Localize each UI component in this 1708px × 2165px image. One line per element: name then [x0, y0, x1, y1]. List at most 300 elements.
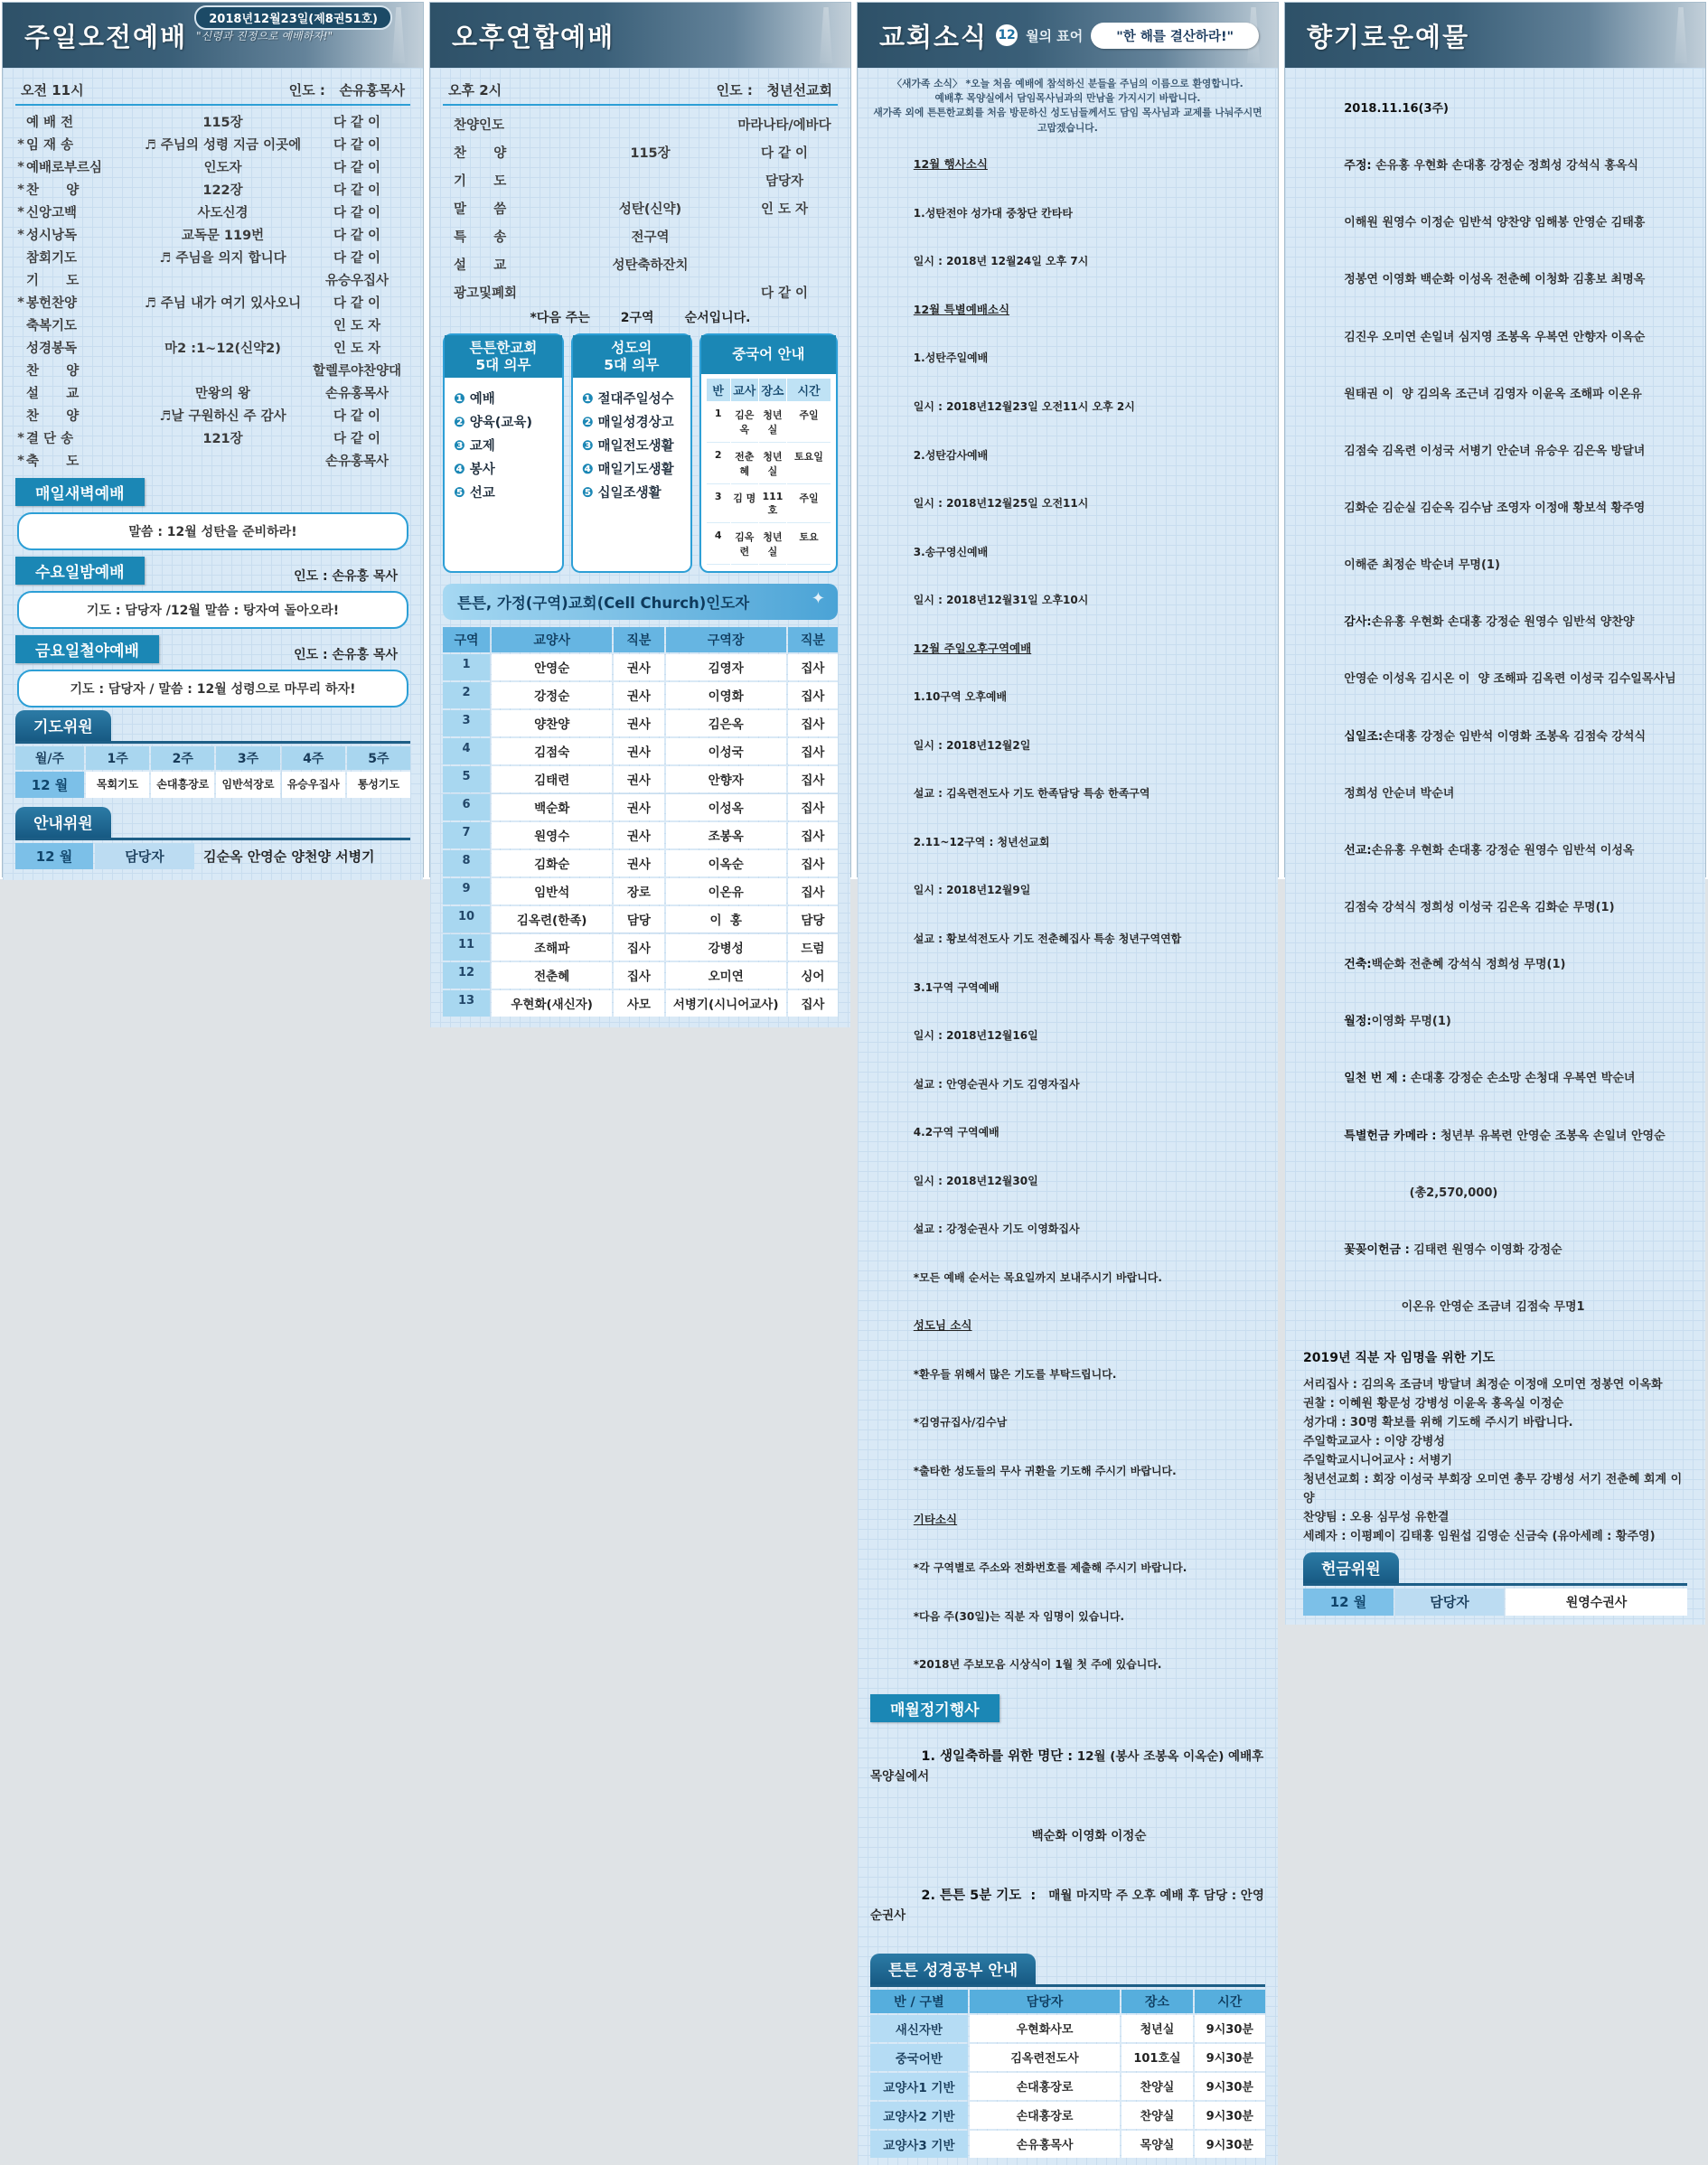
offering-line: 김점숙 강석식 정희성 이성국 김은옥 김화순 무명(1)	[1344, 901, 1615, 915]
worship-row	[15, 133, 410, 155]
cell-leader: 이성국	[666, 738, 786, 764]
cell-teacher-title: 권사	[614, 710, 663, 736]
cell-teacher: 임반석	[492, 878, 612, 904]
news-line: 일시 : 2018년12월25일 오전11시	[913, 497, 1089, 511]
afternoon-leader: 인도 : 청년선교회	[716, 82, 832, 98]
worship-label: 성경봉독	[26, 342, 78, 356]
duty-item: ❺ 선교	[454, 484, 495, 501]
chinese-cell: 주일	[787, 485, 831, 523]
worship-leader: 인도 : 손유홍목사	[288, 82, 405, 98]
tab-underline	[1303, 1583, 1687, 1586]
bible-time: 9시30분	[1195, 2015, 1265, 2042]
cell-teacher-title: 사모	[614, 990, 663, 1017]
offering-category-label: 건축:	[1344, 958, 1372, 972]
news-line: 1.성탄주일예배	[913, 351, 989, 365]
worship-label: 특 송	[454, 230, 507, 245]
chinese-cell: 김 명	[731, 485, 758, 523]
worship-star: *	[17, 204, 24, 220]
chinese-cell: 청년실	[759, 444, 786, 484]
worship-row	[15, 223, 410, 246]
news-line: 설교 : 강정순권사 기도 이영화집사	[913, 1223, 1080, 1236]
chinese-class-table	[701, 374, 836, 571]
news-line: *각 구역별로 주소와 전화번호를 제출해 주시기 바랍니다.	[913, 1561, 1187, 1575]
news-heading: 12월 행사소식	[913, 157, 988, 172]
worship-star: *	[17, 182, 24, 197]
offering-category-label: 일천 번 제 :	[1344, 1072, 1407, 1086]
news-line	[870, 1302, 1265, 1351]
cell-zone: 13	[443, 990, 490, 1017]
afternoon-time-row	[443, 79, 838, 106]
worship-content: 교독문 119번	[181, 229, 265, 243]
chinese-cell: 4	[707, 524, 730, 565]
news-heading: 12월 주일오후구역예배	[913, 641, 1032, 655]
cell-teacher: 안영순	[492, 654, 612, 680]
cell-teacher-title: 권사	[614, 654, 663, 680]
news-line: 일시 : 2018년12월2일	[913, 738, 1031, 752]
worship-label: 참회기도	[26, 251, 78, 266]
bible-study-table	[870, 1990, 1265, 2158]
tab-underline	[870, 1984, 1265, 1987]
news-line: 3.1구역 구역예배	[913, 980, 999, 994]
offering-category-label: 특별헌금 카메라 :	[1344, 1129, 1437, 1143]
panel1-subtitle: "신령과 진정으로 예배하자!"	[196, 29, 333, 42]
offering-committee-table	[1303, 1589, 1687, 1616]
cell-teacher-title: 권사	[614, 738, 663, 764]
prayer-cell: 목회기도	[86, 772, 149, 798]
worship-label: 설 교	[26, 387, 80, 401]
worship-row	[15, 246, 410, 268]
offering-category-label: 십일조:	[1344, 729, 1384, 744]
monthly-motto-pill: "한 해를 결산하라!"	[1091, 23, 1259, 49]
cell-leader-title: 드럼	[788, 934, 838, 961]
offering-line: 이해준 최정순 박순녀 무명(1)	[1344, 558, 1500, 573]
cell-teacher-title: 집사	[614, 934, 663, 961]
chinese-cell: 1	[707, 402, 730, 443]
cell-leader-title: 집사	[788, 878, 838, 904]
panel-church-news	[857, 2, 1279, 2153]
news-line	[870, 1495, 1265, 1544]
worship-row	[15, 291, 410, 314]
news-line: 일시 : 2018년12월30일	[913, 1174, 1038, 1187]
worship-label: 기 도	[26, 274, 80, 288]
monthly-events	[870, 1694, 1268, 1945]
offering-line: 이온유 안영순 조금녀 김점숙 무명1	[1344, 1300, 1585, 1314]
panel1-header	[3, 3, 423, 68]
worship-content: 115장	[202, 116, 243, 130]
bible-class: 교양사2 기반	[870, 2102, 968, 2129]
worship-label: 찬양인도	[454, 118, 505, 133]
prayer-committee-tab: 기도위원	[15, 710, 111, 741]
cell-teacher-title: 권사	[614, 822, 663, 848]
cell-zone: 4	[443, 738, 490, 764]
news-line: *2018년 주보모음 시상식이 1월 첫 주에 있습니다.	[913, 1658, 1162, 1672]
cell-teacher: 강정순	[492, 682, 612, 708]
church-duty-box	[443, 333, 564, 573]
offering-line: 원태권 이 양 김의옥 조근녀 김영자 이윤옥 조해파 이온유	[1344, 387, 1642, 401]
bible-place: 청년실	[1121, 2015, 1192, 2042]
weekly-service-section	[15, 635, 410, 708]
chinese-cell: 김은옥	[731, 402, 758, 443]
worship-who: 다 같 이	[333, 138, 381, 153]
worship-who: 인 도 자	[760, 202, 809, 217]
service-leader: 인도 : 손유홍 목사	[294, 569, 398, 584]
worship-label: 신앙고백	[26, 206, 78, 220]
chinese-cell: 2	[707, 444, 730, 484]
prayer-header-cell: 1주	[86, 746, 149, 770]
offering-line	[1303, 80, 1687, 137]
worship-who: 다 같 이	[333, 432, 381, 446]
cell-zone: 6	[443, 794, 490, 820]
numbered-bullet-icon: ❹	[454, 461, 465, 478]
news-line: *모든 예배 순서는 목요일까지 보내주시기 바랍니다.	[913, 1270, 1162, 1284]
duty-item: ❸ 교제	[454, 437, 495, 455]
offering-line: 이해원 원영수 이정순 임반석 양찬양 임해봉 안영순 김태흥	[1344, 216, 1646, 230]
bible-study-tab: 튼튼 성경공부 안내	[870, 1954, 1036, 1984]
bible-teacher: 우현화사모	[970, 2015, 1121, 2042]
cell-zone: 1	[443, 654, 490, 680]
cell-zone: 2	[443, 682, 490, 708]
worship-star: *	[17, 227, 24, 242]
news-line: 1.성탄전야 성가대 중창단 칸타타	[913, 206, 1073, 220]
offering-line: 주정: 손유홍 우현화 손대홍 강정순 정희성 강석식 홍옥식	[1344, 159, 1638, 173]
worship-row	[443, 278, 838, 306]
news-line: *김영규집사/김수남	[913, 1416, 1008, 1429]
worship-label: 찬 양	[26, 364, 80, 379]
numbered-bullet-icon: ❶	[581, 390, 594, 408]
news-line: 일시 : 2018년12월23일 오전11시 오후 2시	[913, 400, 1135, 413]
news-line: 일시 : 2018년12월16일	[913, 1029, 1038, 1043]
monthly-event-line: 2. 튼튼 5분 기도 : 매월 마지막 주 오후 예배 후 담당 : 안영순권사	[870, 1889, 1264, 1924]
offering-committee	[1303, 1552, 1687, 1616]
cell-teacher: 원영수	[492, 822, 612, 848]
offering-category-label: 꽃꽂이헌금 :	[1344, 1242, 1410, 1257]
bible-time: 9시30분	[1195, 2073, 1265, 2100]
worship-who: 다 같 이	[333, 183, 381, 198]
cell-teacher-title: 장로	[614, 878, 663, 904]
cell-zone: 9	[443, 878, 490, 904]
worship-who: 다 같 이	[333, 296, 381, 311]
service-badge-row	[15, 635, 410, 663]
bible-class: 중국어반	[870, 2044, 968, 2071]
cell-teacher-title: 권사	[614, 794, 663, 820]
panel4-body	[1285, 68, 1705, 1625]
bible-time: 9시30분	[1195, 2044, 1265, 2071]
news-line: *다음 주(30일)는 직분 자 임명이 있습니다.	[913, 1609, 1125, 1623]
news-line: 일시 : 2018년12월9일	[913, 884, 1031, 897]
appointment-line: 세례자 : 이평페이 김태홍 임원섭 김영순 신금숙 (유아세례 : 황주영)	[1303, 1530, 1656, 1544]
numbered-bullet-icon: ❸	[454, 437, 465, 455]
cell-leader: 안향자	[666, 766, 786, 792]
worship-label: 봉헌찬양	[26, 296, 78, 311]
bible-teacher: 김옥련전도사	[970, 2044, 1121, 2071]
cell-zone: 7	[443, 822, 490, 848]
cell-leader: 강병성	[666, 934, 786, 961]
bible-place: 찬양실	[1121, 2073, 1192, 2100]
cell-teacher-title: 집사	[614, 962, 663, 989]
cell-leader-title: 집사	[788, 766, 838, 792]
news-line: 설교 : 김옥련전도사 기도 한족담당 특송 한족구역	[913, 787, 1150, 801]
tab-underline	[15, 741, 410, 744]
worship-row	[15, 155, 410, 178]
news-heading: 성도님 소식	[913, 1318, 972, 1333]
bible-time: 9시30분	[1195, 2102, 1265, 2129]
worship-label: 찬 양	[26, 183, 80, 198]
afternoon-order-list	[443, 110, 838, 306]
bible-teacher: 손유홍목사	[970, 2131, 1121, 2158]
worship-row	[15, 336, 410, 359]
prayer-header-cell: 4주	[282, 746, 345, 770]
cell-leader-title: 싱어	[788, 962, 838, 989]
worship-label: 설 교	[454, 258, 507, 273]
appointment-line: 찬양팀 : 오용 심무성 유한결	[1303, 1511, 1450, 1525]
news-line: 일시 : 2018년12월31일 오후10시	[913, 594, 1089, 607]
worship-row	[15, 178, 410, 201]
usher-names: 김순옥 안영순 양천양 서병기	[203, 848, 375, 865]
offering-category-label: 선교:	[1344, 843, 1372, 858]
panel-sunday-morning-worship	[2, 2, 424, 877]
duty-item: ❶ 절대주일성수	[581, 390, 674, 408]
prayer-header-cell: 2주	[151, 746, 214, 770]
intro-line: 〈새가족 소식〉 *오늘 처음 예배에 참석하신 분들을 주님의 이름으로 환영합니다.	[892, 78, 1243, 89]
chinese-cell: 토요	[787, 524, 831, 565]
bible-place: 목양실	[1121, 2131, 1192, 2158]
bible-teacher: 손대홍장로	[970, 2102, 1121, 2129]
panel3-title: 교회소식	[879, 21, 989, 52]
worship-row	[15, 110, 410, 133]
worship-row	[15, 426, 410, 449]
duty-item: ❷ 양육(교육)	[454, 414, 532, 431]
panel1-body	[3, 68, 423, 880]
cell-leader: 이옥순	[666, 850, 786, 876]
chinese-class-box	[699, 333, 838, 573]
bible-class: 새신자반	[870, 2015, 968, 2042]
duty-item: ❹ 매일기도생활	[581, 461, 674, 478]
service-note-box: 기도 : 담당자 /12월 말씀 : 탕자여 돌아오라!	[17, 591, 408, 629]
believer-duty-box	[571, 333, 692, 573]
cell-zone: 11	[443, 934, 490, 961]
appointment-title: 2019년 직분 자 임명을 위한 기도	[1303, 1351, 1496, 1366]
news-line: 2.11~12구역 : 청년선교회	[913, 835, 1050, 848]
worship-content: 마2 :1~12(신약2)	[164, 342, 281, 356]
worship-row	[443, 110, 838, 138]
worship-label: 찬 양	[454, 146, 507, 161]
sparkle-icon: ✦	[811, 588, 825, 608]
usher-month-cell: 12 월	[15, 843, 93, 869]
church-duty-title: 튼튼한교회 5대 의무	[445, 335, 562, 378]
weekly-service-section	[15, 557, 410, 629]
cell-leader: 이온유	[666, 878, 786, 904]
worship-row	[15, 449, 410, 472]
cell-church-table	[443, 627, 838, 1017]
worship-label: 축복기도	[26, 319, 78, 333]
appointment-line: 서리집사 : 김의옥 조금녀 방달녀 최정순 이정애 오미연 정봉연 이옥화	[1303, 1378, 1663, 1392]
service-badge: 매일새벽예배	[15, 478, 145, 506]
chinese-header-cell: 장소	[759, 379, 786, 401]
offering-line: 특별헌금 카메라 : 청년부 유복련 안영순 조봉옥 손일녀 안영순	[1344, 1129, 1666, 1143]
cell-leader-title: 담당	[788, 906, 838, 933]
offering-line: 선교:손유홍 우현화 손대홍 강정순 원영수 임반석 이성옥	[1344, 843, 1635, 858]
prayer-header-cell: 월/주	[15, 746, 84, 770]
cell-zone: 8	[443, 850, 490, 876]
cell-leader: 오미연	[666, 962, 786, 989]
usher-table	[15, 843, 410, 869]
numbered-bullet-icon: ❺	[581, 484, 594, 501]
service-note-box: 기도 : 담당자 / 말씀 : 12월 성령으로 마무리 하자!	[17, 670, 408, 708]
bible-header-cell: 반 / 구별	[870, 1990, 968, 2013]
cell-church-header-cell: 직분	[788, 627, 838, 652]
worship-who: 다 같 이	[333, 229, 381, 243]
weekly-service-section	[15, 478, 410, 550]
worship-star: *	[17, 136, 24, 152]
monthly-event-line: 백순화 이영화 이정순	[921, 1828, 1147, 1843]
worship-label: 광고및폐회	[454, 286, 518, 301]
cell-church-header-cell: 구역	[443, 627, 490, 652]
cell-zone: 5	[443, 766, 490, 792]
news-line: 2.성탄감사예배	[913, 448, 989, 462]
offering-line: 건축:백순화 전춘혜 강석식 정희성 무명(1)	[1344, 958, 1566, 972]
numbered-bullet-icon: ❺	[454, 484, 465, 501]
worship-content: 전구역	[631, 230, 670, 245]
issue-date-badge: 2018년12월23일(제8권51호)	[194, 5, 392, 30]
worship-who: 다 같 이	[333, 409, 381, 424]
worship-row	[15, 381, 410, 404]
worship-who: 다 같 이	[333, 206, 381, 220]
offering-committee-tab: 헌금위원	[1303, 1552, 1399, 1583]
worship-label: 찬 양	[26, 409, 80, 424]
worship-who: 마라나타/에바다	[737, 118, 831, 133]
cell-leader-title: 집사	[788, 794, 838, 820]
service-badge-row	[15, 478, 410, 506]
usher-role-cell: 담당자	[95, 843, 194, 869]
worship-content: 122장	[202, 183, 243, 198]
prayer-committee-table	[15, 746, 410, 798]
month-circle-badge: 12	[996, 24, 1018, 46]
cell-leader-title: 집사	[788, 710, 838, 736]
committee-role-cell: 담당자	[1395, 1589, 1504, 1616]
cell-church-header-cell: 구역장	[666, 627, 786, 652]
worship-row	[443, 138, 838, 166]
worship-who: 할렐루야찬양대	[312, 364, 402, 379]
cell-teacher-title: 담당	[614, 906, 663, 933]
news-heading: 기타소식	[913, 1512, 958, 1526]
worship-row	[15, 404, 410, 426]
cell-teacher: 양찬양	[492, 710, 612, 736]
offering-lines	[1303, 80, 1687, 1336]
worship-label: 예 배 전	[26, 116, 74, 130]
numbered-bullet-icon: ❹	[581, 461, 594, 478]
usher-committee-tab: 안내위원	[15, 807, 111, 838]
usher-committee	[15, 807, 410, 869]
cell-leader-title: 집사	[788, 990, 838, 1017]
offering-line: 김점숙 김옥련 이성국 서병기 안순녀 유승우 김은옥 방달녀	[1344, 444, 1646, 458]
worship-row	[443, 222, 838, 250]
chinese-cell: 111호	[759, 485, 786, 523]
worship-row	[15, 314, 410, 336]
bible-place: 101호실	[1121, 2044, 1192, 2071]
cell-teacher: 김옥련(한족)	[492, 906, 612, 933]
offering-category-label: 2018.11.16(3주)	[1344, 102, 1449, 117]
worship-content: 성탄축하잔치	[612, 258, 689, 273]
prayer-header-cell: 3주	[216, 746, 279, 770]
chinese-cell: 토요일	[787, 444, 831, 484]
chinese-header-cell: 교사	[731, 379, 758, 401]
panel-afternoon-united-worship	[429, 2, 851, 1013]
bible-place: 찬양실	[1121, 2102, 1192, 2129]
offering-line: 김화순 김순실 김순옥 김수남 조영자 이정애 황보석 황주영	[1344, 501, 1646, 516]
news-line: *출타한 성도들의 무사 귀환을 기도해 주시기 바랍니다.	[913, 1465, 1177, 1478]
offering-line: 십일조:손대홍 강정순 임반석 이영화 조봉옥 김점숙 강석식	[1344, 729, 1647, 744]
duty-item: ❺ 십일조생활	[581, 484, 662, 501]
chinese-cell: 청년실	[759, 524, 786, 565]
believer-duty-title: 성도의 5대 의무	[573, 335, 690, 378]
offering-line: 안영순 이성옥 김시온 이 양 조해파 김옥련 이성국 김수일목사님	[1344, 672, 1676, 687]
weekly-service-sections	[15, 472, 410, 710]
panel1-title: 주일오전예배	[24, 21, 188, 52]
worship-content: 성탄(신약)	[618, 202, 682, 217]
news-line	[870, 141, 1265, 190]
worship-label: 기 도	[454, 174, 507, 189]
duty-item: ❸ 매일전도생활	[581, 437, 674, 455]
cell-leader-title: 집사	[788, 738, 838, 764]
monthly-event-label: 2. 튼튼 5분 기도 :	[921, 1889, 1037, 1904]
cell-teacher: 조해파	[492, 934, 612, 961]
worship-who: 손유홍목사	[324, 387, 389, 401]
news-line	[870, 286, 1265, 334]
worship-who: 인 도 자	[333, 342, 381, 356]
numbered-bullet-icon: ❷	[581, 414, 594, 431]
worship-star: *	[17, 295, 24, 310]
offering-category-label: 월정:	[1344, 1015, 1372, 1029]
worship-who: 다 같 이	[333, 251, 381, 266]
panel2-body	[430, 68, 850, 1027]
worship-who: 다 같 이	[760, 286, 809, 301]
service-leader: 인도 : 손유홍 목사	[294, 648, 398, 662]
appointment-line: 성가대 : 30명 확보를 위해 기도해 주시기 바랍니다.	[1303, 1416, 1573, 1430]
chinese-cell: 김옥련	[731, 524, 758, 565]
offering-line: 일천 번 제 : 손대홍 강정순 손소망 손청대 우복연 박순녀	[1344, 1072, 1636, 1086]
service-badge: 금요일철야예배	[15, 635, 159, 663]
news-line: 4.2구역 구역예배	[913, 1126, 999, 1139]
cell-leader: 이영화	[666, 682, 786, 708]
worship-who: 유승우집사	[324, 274, 389, 288]
bible-class: 교양사1 기반	[870, 2073, 968, 2100]
tab-underline	[15, 838, 410, 840]
numbered-bullet-icon: ❶	[454, 390, 465, 408]
offering-line: 김진우 오미연 손일녀 심지영 조봉옥 우복연 안향자 이옥순	[1344, 330, 1646, 344]
service-badge-row	[15, 557, 410, 585]
panel3-header	[858, 3, 1278, 68]
news-line: 3.송구영신예배	[913, 545, 989, 558]
news-list	[870, 141, 1265, 1690]
worship-who: 인 도 자	[333, 319, 381, 333]
cell-church-header: 튼튼, 가정(구역)교회(Cell Church)인도자 ✦	[443, 584, 838, 620]
cell-leader-title: 집사	[788, 850, 838, 876]
worship-star: *	[17, 453, 24, 468]
offering-category-label: 주정:	[1344, 159, 1372, 173]
cell-zone: 3	[443, 710, 490, 736]
worship-content: 인도자	[203, 161, 242, 175]
bible-study	[870, 1954, 1265, 2158]
cell-teacher-title: 권사	[614, 766, 663, 792]
intro-line: 새가족 외에 튼튼한교회를 처음 방문하신 성도님들께서도 담임 목사님과 교제를 나눠주시면 고맙겠습니다.	[873, 107, 1262, 134]
cell-teacher: 김점숙	[492, 738, 612, 764]
cell-teacher-title: 권사	[614, 682, 663, 708]
panel2-header	[430, 3, 850, 68]
worship-row	[15, 201, 410, 223]
afternoon-time: 오후 2시	[448, 82, 502, 98]
chinese-cell: 3	[707, 485, 730, 523]
news-line: *환우들 위해서 많은 기도를 부탁드립니다.	[913, 1367, 1117, 1381]
